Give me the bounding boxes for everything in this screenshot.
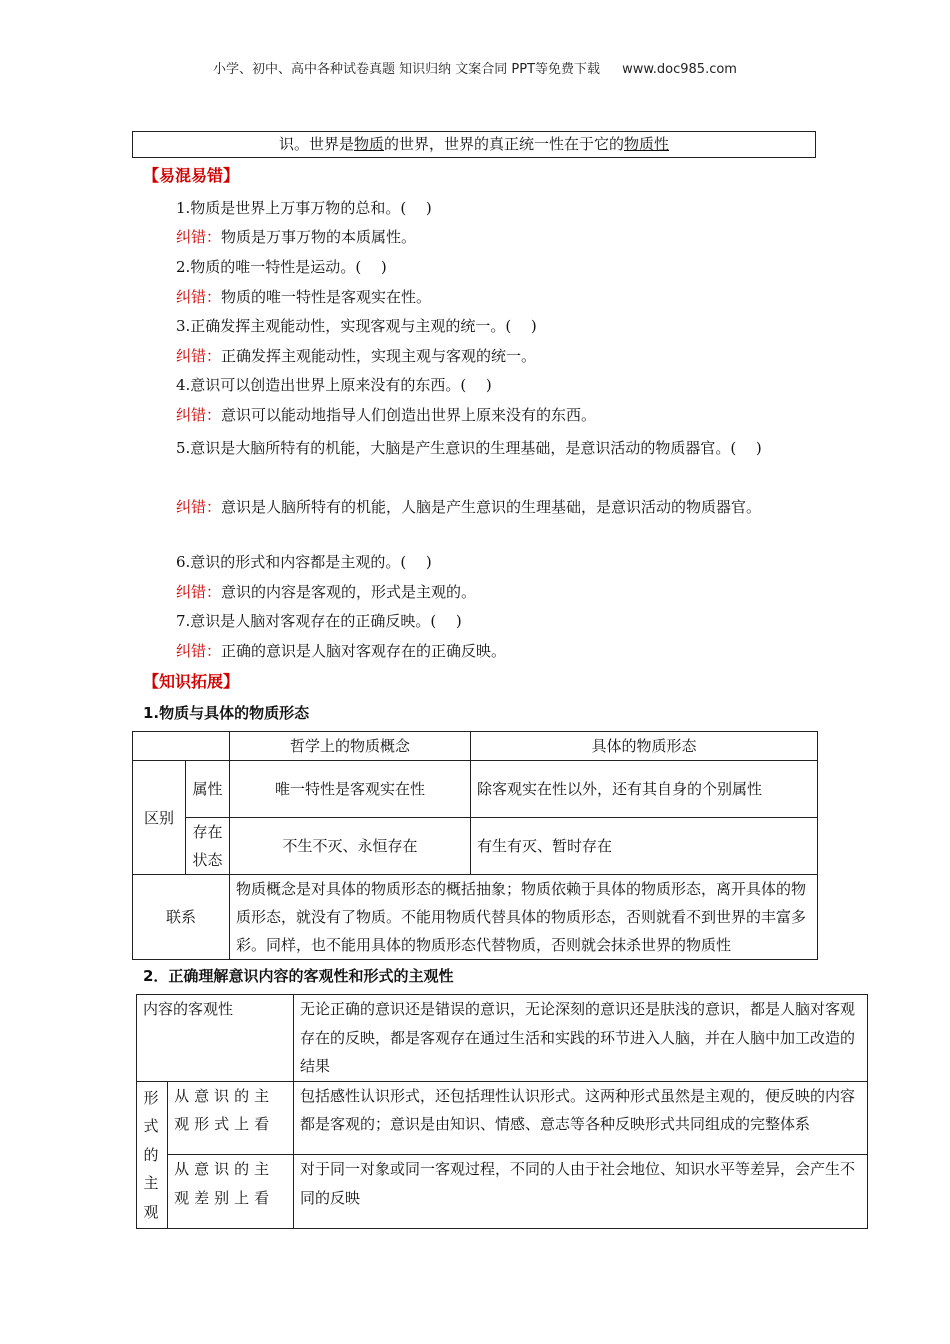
table-header-cell: 具体的物质形态 bbox=[471, 732, 818, 761]
section-title-extension: 【知识拓展】 bbox=[143, 672, 240, 691]
correction-4 bbox=[176, 404, 596, 425]
correction-1 bbox=[176, 226, 416, 247]
question-1: 1.物质是世界上万事万物的总和。( ) bbox=[176, 199, 432, 217]
table-row bbox=[133, 818, 818, 875]
summary-box bbox=[132, 131, 816, 158]
matter-comparison-table bbox=[132, 731, 818, 960]
correction-3 bbox=[176, 345, 536, 366]
table-row bbox=[137, 995, 868, 1082]
header-site[interactable]: www.doc985.com bbox=[622, 62, 737, 77]
table-cell-empty bbox=[133, 732, 230, 761]
consciousness-table bbox=[136, 994, 868, 1229]
question-2: 2.物质的唯一特性是运动。( ) bbox=[176, 258, 387, 276]
table-row bbox=[133, 761, 818, 818]
correction-label: 纠错： bbox=[176, 642, 222, 660]
section-title-confusion: 【易混易错】 bbox=[143, 166, 240, 185]
correction-text: 物质的唯一特性是客观实在性。 bbox=[221, 288, 432, 306]
correction-text: 意识的内容是客观的，形式是主观的。 bbox=[221, 583, 477, 601]
correction-label: 纠错： bbox=[176, 498, 222, 516]
subsection-2-title: 2．正确理解意识内容的客观性和形式的主观性 bbox=[143, 967, 454, 985]
table-row-header: 联系 bbox=[133, 875, 230, 960]
table-cell: 对于同一对象或同一客观过程，不同的人由于社会地位、知识水平等差异，会产生不同的反映 bbox=[294, 1155, 868, 1229]
table-row-header: 存在状态 bbox=[186, 818, 230, 875]
correction-text: 物质是万事万物的本质属性。 bbox=[221, 228, 417, 246]
correction-5 bbox=[143, 492, 815, 522]
correction-text: 意识是人脑所特有的机能，人脑是产生意识的生理基础，是意识活动的物质器官。 bbox=[221, 498, 762, 516]
table-row bbox=[137, 1155, 868, 1229]
summary-underline1: 物质 bbox=[353, 135, 384, 153]
table-cell: 包括感性认识形式，还包括理性认识形式。这两种形式虽然是主观的，便反映的内容都是客观的；意识是由知识、情感、意志等各种反映形式共同组成的完整体系 bbox=[294, 1081, 868, 1155]
table-header-cell: 哲学上的物质概念 bbox=[230, 732, 471, 761]
header-text: 小学、初中、高中各种试卷真题 知识归纳 文案合同 PPT等免费下载 bbox=[213, 62, 601, 77]
table-cell: 物质概念是对具体的物质形态的概括抽象；物质依赖于具体的物质形态，离开具体的物质形态，就没有了物质。不能用物质代替具体的物质形态，否则就看不到世界的丰富多彩。同样，也不能用具体的物质形态代替物质，否则就会抹杀世界的物质性 bbox=[230, 875, 818, 960]
correction-label: 纠错： bbox=[176, 583, 222, 601]
table-vertical-header bbox=[137, 1081, 168, 1229]
table-cell: 有生有灭、暂时存在 bbox=[471, 818, 818, 875]
correction-label: 纠错： bbox=[176, 228, 222, 246]
subsection-1-title: 1.物质与具体的物质形态 bbox=[143, 704, 310, 722]
page-header bbox=[0, 58, 950, 77]
table-cell: 除客观实在性以外，还有其自身的个别属性 bbox=[471, 761, 818, 818]
correction-label: 纠错： bbox=[176, 347, 222, 365]
summary-part1: 识。世界是 bbox=[278, 135, 354, 153]
correction-label: 纠错： bbox=[176, 288, 222, 306]
vertical-text: 形式的主观 bbox=[143, 1088, 159, 1221]
question-4: 4.意识可以创造出世界上原来没有的东西。( ) bbox=[176, 376, 492, 394]
table-cell: 不生不灭、永恒存在 bbox=[230, 818, 471, 875]
correction-text: 正确的意识是人脑对客观存在的正确反映。 bbox=[221, 642, 507, 660]
summary-part2: 的世界，世界的真正统一性在于它的 bbox=[384, 135, 625, 153]
question-6: 6.意识的形式和内容都是主观的。( ) bbox=[176, 553, 432, 571]
correction-text: 正确发挥主观能动性，实现主观与客观的统一。 bbox=[221, 347, 537, 365]
question-5: 5.意识是大脑所特有的机能，大脑是产生意识的生理基础，是意识活动的物质器官。( ) bbox=[176, 439, 762, 457]
table-row-header: 区别 bbox=[133, 761, 186, 875]
table-row bbox=[133, 732, 818, 761]
correction-7 bbox=[176, 640, 506, 661]
question-3: 3.正确发挥主观能动性，实现客观与主观的统一。( ) bbox=[176, 317, 537, 335]
correction-label: 纠错： bbox=[176, 406, 222, 424]
correction-text: 意识可以能动地指导人们创造出世界上原来没有的东西。 bbox=[221, 406, 597, 424]
table-row-header: 从意识的主观形式上看 bbox=[168, 1081, 294, 1155]
table-cell: 唯一特性是客观实在性 bbox=[230, 761, 471, 818]
correction-2 bbox=[176, 286, 431, 307]
question-7: 7.意识是人脑对客观存在的正确反映。( ) bbox=[176, 612, 462, 630]
correction-6 bbox=[176, 581, 476, 602]
table-row bbox=[133, 875, 818, 960]
table-row bbox=[137, 1081, 868, 1155]
table-row-header: 从意识的主观差别上看 bbox=[168, 1155, 294, 1229]
table-row-header: 内容的客观性 bbox=[137, 995, 294, 1082]
summary-underline2: 物质性 bbox=[624, 135, 670, 153]
table-cell: 无论正确的意识还是错误的意识，无论深刻的意识还是肤浅的意识，都是人脑对客观存在的反映，都是客观存在通过生活和实践的环节进入人脑，并在人脑中加工改造的结果 bbox=[294, 995, 868, 1082]
table-row-header: 属性 bbox=[186, 761, 230, 818]
